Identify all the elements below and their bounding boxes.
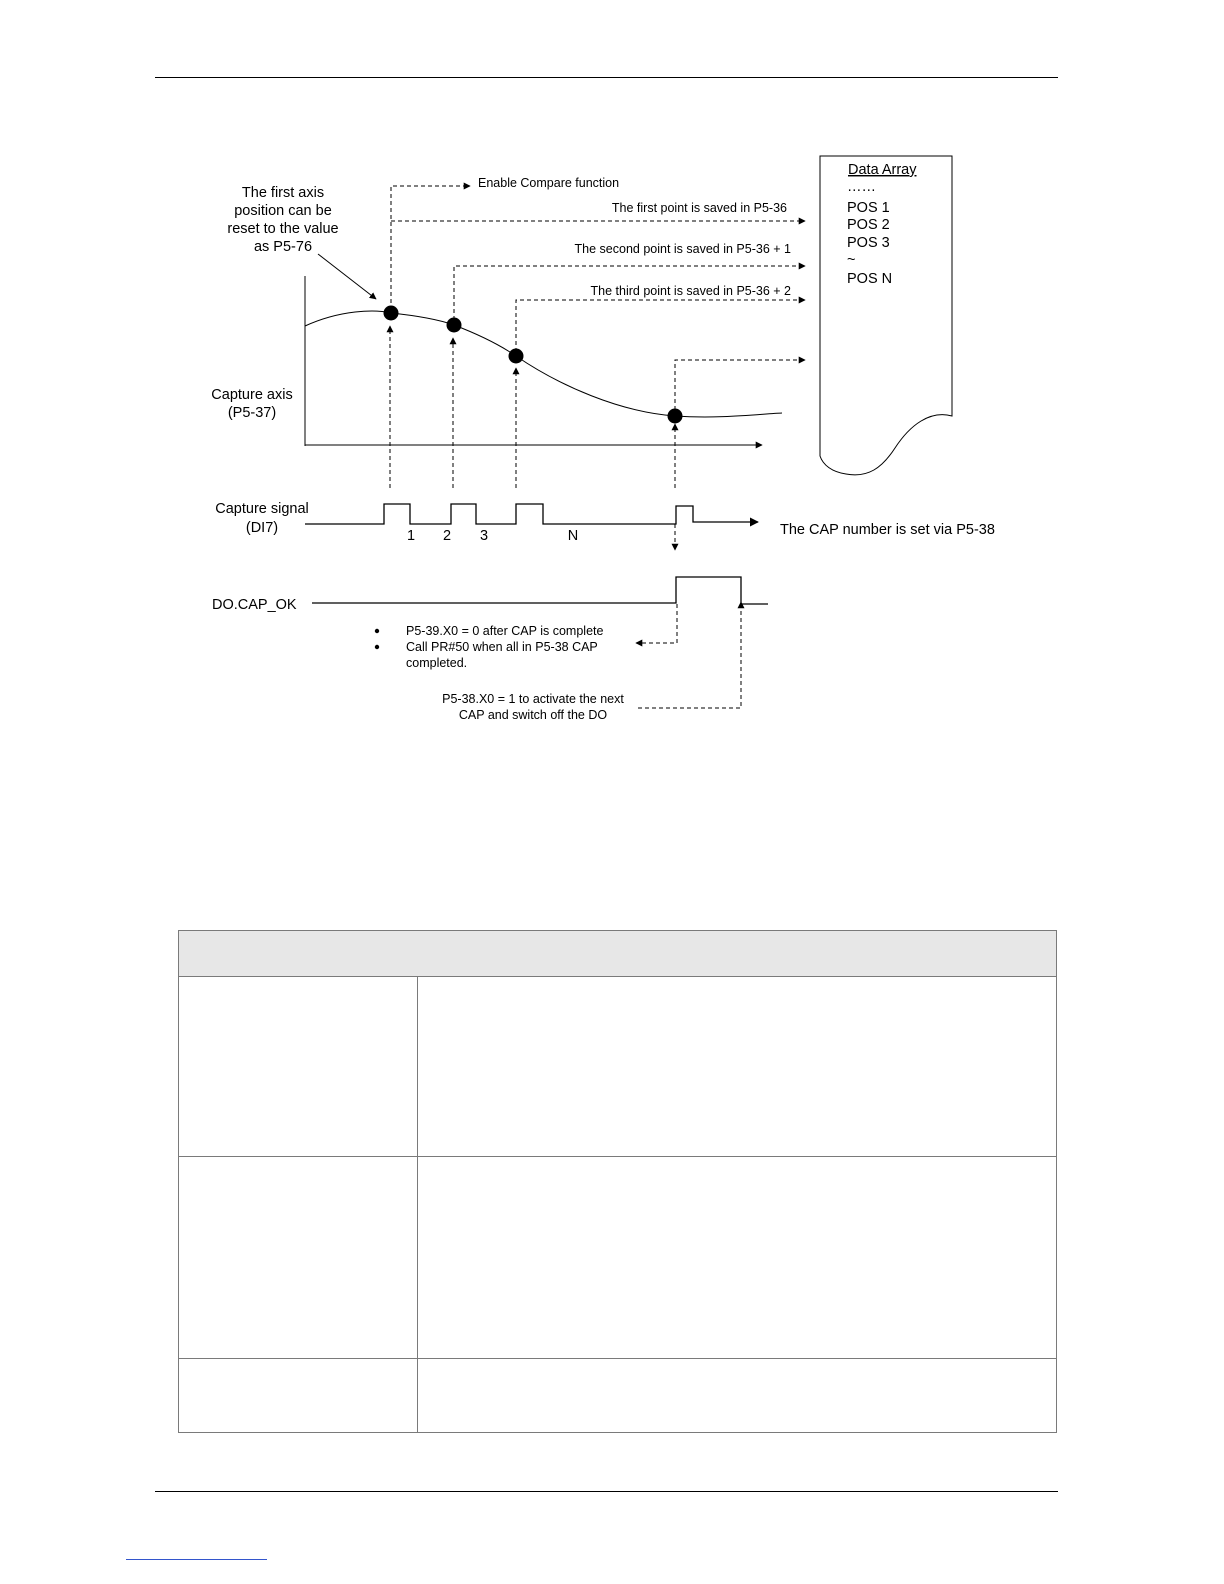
data-array-title: Data Array: [848, 162, 917, 178]
footer-link-underline[interactable]: [126, 1559, 267, 1560]
nth-point-arrow: [675, 360, 805, 410]
table-row: [179, 1359, 1057, 1433]
table-cell: [179, 1359, 418, 1433]
data-array-item-pos1: POS 1: [847, 200, 890, 216]
data-array-item-pos3: POS 3: [847, 235, 890, 251]
data-array-item-ellipsis: ……: [847, 179, 876, 195]
table-cell: [418, 1157, 1057, 1359]
enable-compare-arrow: [391, 186, 470, 310]
bullet-dot-1: [375, 629, 379, 633]
capture-signal-label-line-2: (DI7): [245, 520, 279, 536]
table-cell: [179, 977, 418, 1157]
reset-note-line-3: reset to the value: [227, 221, 339, 237]
capture-signal-waveform: [305, 504, 758, 524]
pulse-label-n: N: [567, 528, 579, 544]
third-point-label: The third point is saved in P5-36 + 2: [590, 284, 791, 298]
third-point-arrow: [516, 300, 805, 352]
table-header-row: [179, 931, 1057, 977]
table-cell: [418, 977, 1057, 1157]
activate-note-line-2: CAP and switch off the DO: [458, 708, 608, 722]
reset-note-line-2: position can be: [234, 203, 332, 219]
pulse-label-1: 1: [406, 528, 416, 544]
pulse-label-3: 3: [479, 528, 489, 544]
second-point-label: The second point is saved in P5-36 + 1: [574, 242, 791, 256]
first-point-label: The first point is saved in P5-36: [611, 201, 787, 215]
capture-axis-curve: [305, 311, 782, 417]
do-cap-ok-waveform: [312, 577, 768, 604]
activate-note-line-1: P5-38.X0 = 1 to activate the next: [442, 692, 624, 706]
activate-next-arrow: [638, 602, 741, 708]
capture-axis-label-line-2: (P5-37): [227, 405, 277, 421]
parameter-table: [178, 930, 1057, 1433]
data-array-item-pos2: POS 2: [847, 217, 890, 233]
data-array-item-tilde: ~: [847, 252, 856, 268]
table-row: [179, 977, 1057, 1157]
data-array-item-posn: POS N: [847, 271, 893, 287]
bullet-text-2: Call PR#50 when all in P5-38 CAP: [406, 640, 598, 654]
do-cap-ok-label: DO.CAP_OK: [212, 597, 297, 613]
reset-note: [227, 185, 338, 255]
pulse-label-2: 2: [442, 528, 452, 544]
table-row: [179, 1157, 1057, 1359]
bullet-dot-2: [375, 645, 379, 649]
table-header-cell: [179, 931, 1057, 977]
reset-pointer-arrow: [318, 254, 376, 299]
footer-rule: [155, 1491, 1058, 1492]
capture-point-3: [509, 349, 524, 364]
do-complete-arrow: [636, 604, 677, 643]
capture-point-2: [447, 318, 462, 333]
bullet-text-1: P5-39.X0 = 0 after CAP is complete: [406, 624, 604, 638]
reset-note-line-1: The first axis: [241, 185, 325, 201]
capture-point-n: [668, 409, 683, 424]
bullet-text-3: completed.: [406, 656, 468, 670]
reset-note-line-4: as P5-76: [253, 239, 313, 255]
cap-number-note: The CAP number is set via P5-38: [780, 522, 995, 538]
enable-compare-label: Enable Compare function: [478, 176, 620, 190]
capture-signal-label-line-1: Capture signal: [215, 501, 309, 517]
capture-point-1: [384, 306, 399, 321]
capture-axis-label-line-1: Capture axis: [211, 387, 293, 403]
table-cell: [418, 1359, 1057, 1433]
table-cell: [179, 1157, 418, 1359]
